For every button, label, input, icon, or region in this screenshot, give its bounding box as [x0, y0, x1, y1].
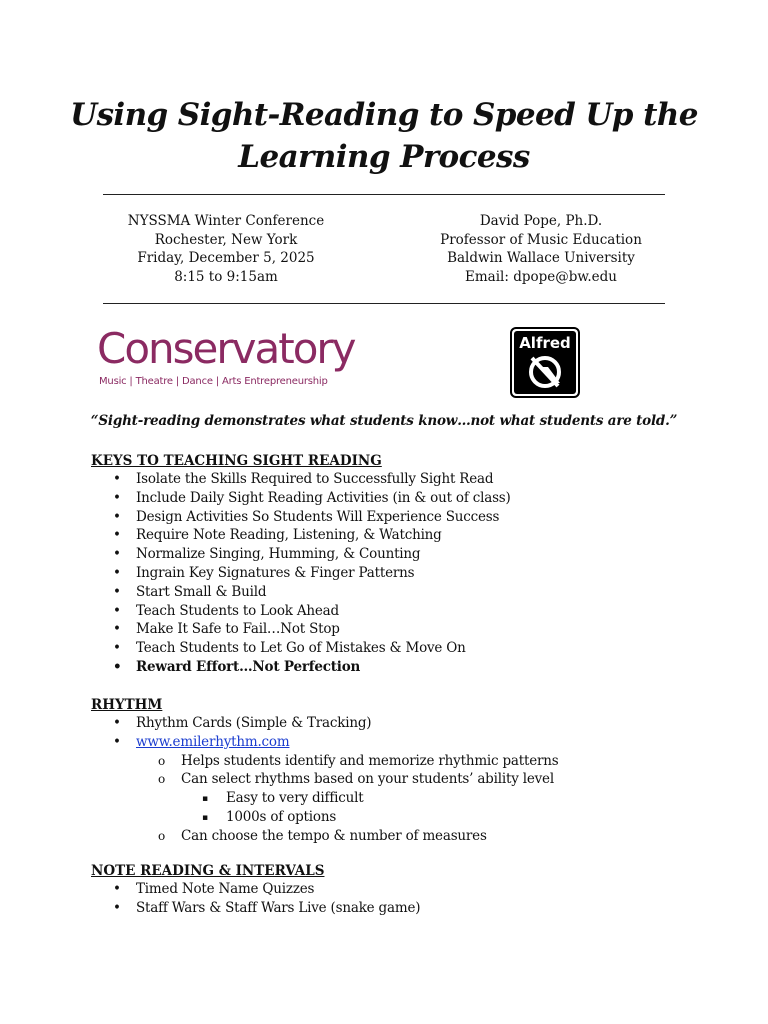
document-title: Using Sight-Reading to Speed Up the Learning Process: [70, 97, 698, 175]
bullet-icon: •: [113, 715, 121, 731]
event-location: Rochester, New York: [154, 231, 298, 248]
circle-bullet-icon: o: [158, 828, 166, 843]
list-item: • Timed Note Name Quizzes: [113, 881, 315, 897]
section-heading: RHYTHM: [91, 697, 163, 713]
sub-list-item: o Can choose the tempo & number of measures: [158, 827, 487, 844]
list-item: • Staff Wars & Staff Wars Live (snake game): [113, 899, 421, 916]
square-bullet-icon: ▪: [202, 794, 208, 805]
bullet-icon: •: [113, 489, 121, 506]
list-item: • Make It Safe to Fail…Not Stop: [113, 621, 340, 638]
list-item: • Rhythm Cards (Simple & Tracking): [113, 715, 372, 731]
alfred-logo: [510, 327, 580, 398]
event-time: 8:15 to 9:15am: [174, 268, 278, 285]
emilerhythm-link[interactable]: www.emilerhythm.com: [136, 733, 290, 750]
section-note-reading: [91, 862, 731, 918]
bullet-icon: •: [113, 564, 121, 581]
list-item: • Start Small & Build: [113, 583, 267, 600]
presenter-institution: Baldwin Wallace University: [447, 250, 635, 266]
sub-list-item: o Can select rhythms based on your students’ ability level: [158, 771, 554, 788]
bullet-icon: •: [113, 621, 121, 638]
event-date: Friday, December 5, 2025: [137, 250, 315, 266]
sub-list-item: o Helps students identify and memorize rhythmic patterns: [158, 752, 559, 769]
conservatory-logo: [97, 324, 357, 391]
list-item-emphasis: • Reward Effort…Not Perfection: [113, 658, 361, 675]
keys-list: [91, 470, 731, 677]
top-divider: [103, 194, 665, 195]
bullet-icon: •: [113, 508, 121, 525]
quote: “Sight-reading demonstrates what students know…not what students are told.”: [90, 413, 678, 429]
note-reading-list: [91, 880, 731, 918]
bullet-icon: •: [113, 471, 121, 487]
bullet-icon: •: [113, 527, 121, 544]
circle-bullet-icon: o: [158, 753, 166, 768]
list-item: • Normalize Singing, Humming, & Counting: [113, 546, 421, 563]
list-item: • Include Daily Sight Reading Activities (in & out of class): [113, 489, 511, 506]
list-item: • Ingrain Key Signatures & Finger Patterns: [113, 564, 415, 581]
list-item: • Isolate the Skills Required to Successfully Sight Read: [113, 471, 494, 487]
section-heading: NOTE READING & INTERVALS: [91, 863, 325, 879]
conservatory-logo-word: Conservatory: [97, 324, 355, 373]
bullet-icon: •: [113, 602, 121, 619]
conservatory-logo-tagline: Music | Theatre | Dance | Arts Entrepreneurship: [99, 376, 328, 387]
square-bullet-icon: ▪: [202, 812, 208, 823]
presenter-email: Email: dpope@bw.edu: [465, 268, 617, 285]
section-rhythm: [91, 696, 731, 846]
bullet-icon: •: [113, 899, 121, 916]
bullet-icon: •: [113, 640, 121, 657]
event-info: [96, 212, 356, 286]
bullet-icon: •: [113, 658, 122, 675]
alfred-logo-word: Alfred: [519, 334, 571, 352]
presenter-info: [411, 212, 671, 286]
sub-sub-list-item: ▪ Easy to very difficult: [91, 789, 731, 808]
bullet-icon: •: [113, 881, 121, 897]
list-item: • Teach Students to Look Ahead: [113, 602, 339, 619]
list-item: [91, 733, 731, 752]
section-keys: [91, 452, 731, 677]
circle-bullet-icon: o: [158, 772, 166, 787]
sub-sub-list-item: ▪ 1000s of options: [91, 808, 731, 827]
bullet-icon: •: [113, 546, 121, 563]
bottom-divider: [103, 303, 665, 304]
event-name: NYSSMA Winter Conference: [127, 213, 325, 229]
presenter-name: David Pope, Ph.D.: [479, 213, 603, 229]
bullet-icon: •: [113, 583, 121, 600]
list-item: • Require Note Reading, Listening, & Watching: [113, 527, 442, 544]
list-item: • Teach Students to Let Go of Mistakes & Move On: [113, 640, 466, 657]
rhythm-list: [91, 714, 731, 846]
list-item: • Design Activities So Students Will Experience Success: [113, 508, 500, 525]
presenter-role: Professor of Music Education: [440, 231, 642, 248]
bullet-icon: •: [113, 733, 121, 750]
section-heading: KEYS TO TEACHING SIGHT READING: [91, 453, 382, 469]
